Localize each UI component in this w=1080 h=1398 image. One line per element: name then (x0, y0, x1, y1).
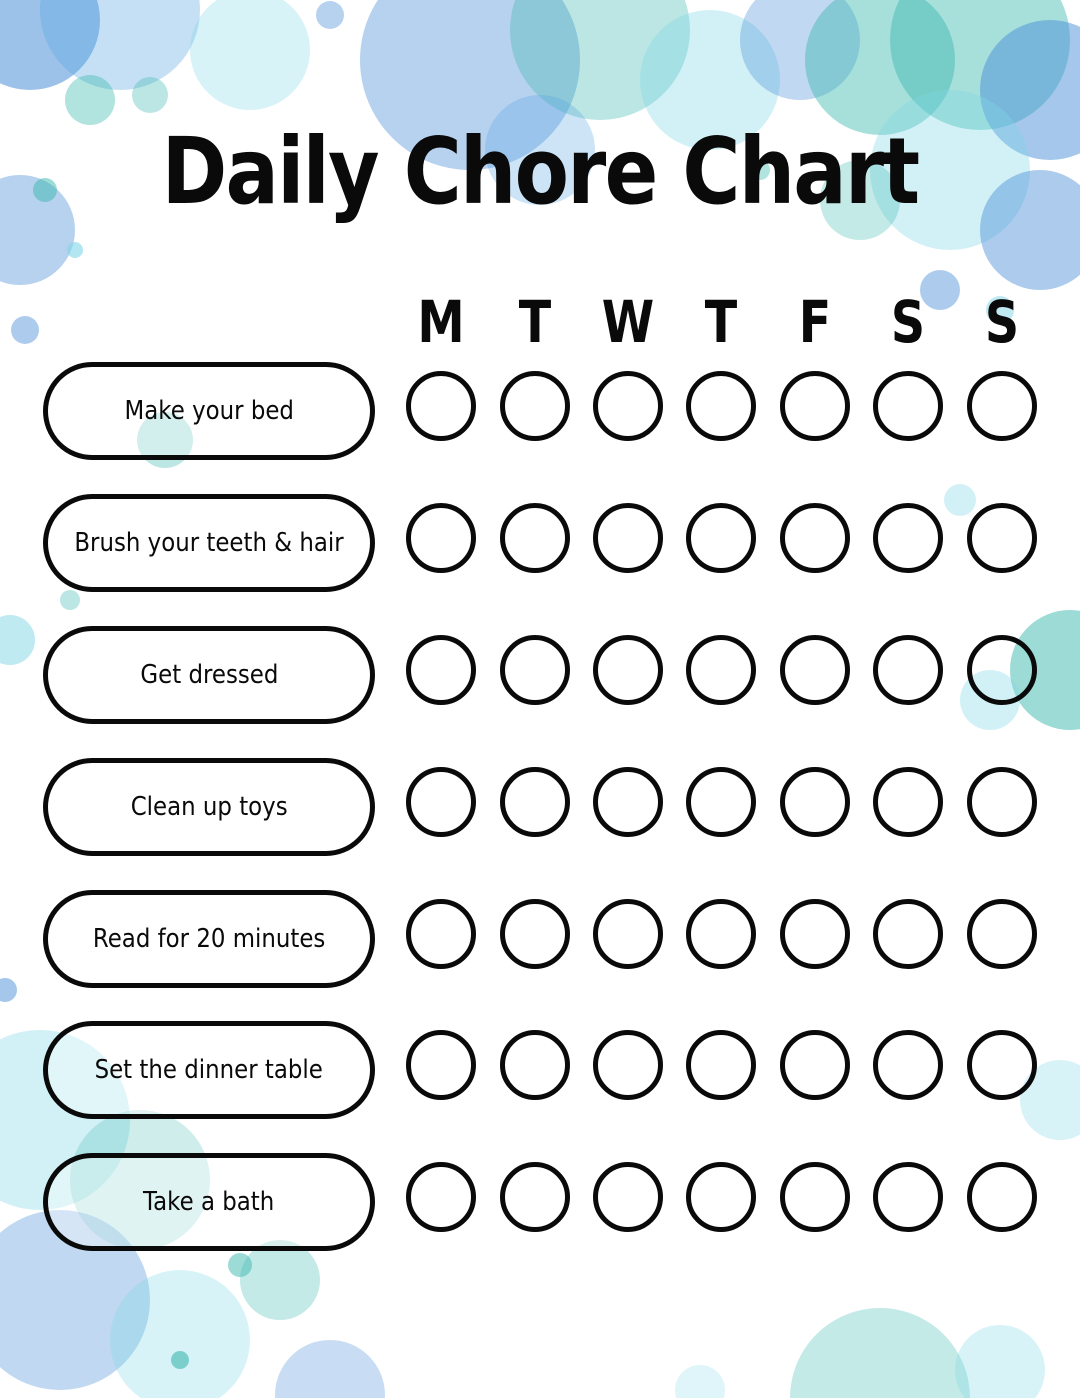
day-checkbox-3[interactable] (686, 635, 756, 705)
day-checkbox-5[interactable] (873, 635, 943, 705)
chore-row (0, 890, 1080, 986)
day-checkbox-6[interactable] (967, 503, 1037, 573)
chore-row (0, 1021, 1080, 1117)
chore-label: Set the dinner table (94, 1055, 324, 1085)
day-checkbox-0[interactable] (406, 767, 476, 837)
chore-label-pill (43, 758, 375, 856)
day-checkbox-1[interactable] (500, 371, 570, 441)
chore-label: Take a bath (143, 1187, 275, 1217)
day-checkbox-2[interactable] (593, 503, 663, 573)
day-checkbox-3[interactable] (686, 899, 756, 969)
day-checkbox-1[interactable] (500, 899, 570, 969)
chore-label: Clean up toys (130, 792, 288, 822)
day-checkbox-6[interactable] (967, 635, 1037, 705)
day-checkbox-4[interactable] (780, 1030, 850, 1100)
day-checkbox-2[interactable] (593, 371, 663, 441)
day-checkbox-4[interactable] (780, 899, 850, 969)
day-checkbox-1[interactable] (500, 767, 570, 837)
chore-row (0, 626, 1080, 722)
day-checkbox-6[interactable] (967, 899, 1037, 969)
day-checkbox-4[interactable] (780, 503, 850, 573)
chore-label: Brush your teeth & hair (74, 528, 344, 558)
day-checkbox-2[interactable] (593, 1162, 663, 1232)
chore-row (0, 494, 1080, 590)
day-checkbox-5[interactable] (873, 503, 943, 573)
day-checkbox-0[interactable] (406, 1162, 476, 1232)
day-checkbox-0[interactable] (406, 635, 476, 705)
chore-label-pill (43, 626, 375, 724)
day-checkbox-2[interactable] (593, 767, 663, 837)
day-checkbox-5[interactable] (873, 767, 943, 837)
day-checkbox-6[interactable] (967, 767, 1037, 837)
chore-row (0, 1153, 1080, 1249)
chore-label: Get dressed (140, 660, 278, 690)
chore-label-pill (43, 890, 375, 988)
day-checkbox-1[interactable] (500, 503, 570, 573)
day-header-2: W (601, 288, 655, 356)
day-checkbox-5[interactable] (873, 371, 943, 441)
day-checkbox-0[interactable] (406, 1030, 476, 1100)
chore-row (0, 362, 1080, 458)
day-checkbox-3[interactable] (686, 503, 756, 573)
day-checkbox-4[interactable] (780, 1162, 850, 1232)
day-header-5: S (890, 288, 926, 356)
day-header-6: S (984, 288, 1020, 356)
day-checkbox-5[interactable] (873, 1030, 943, 1100)
day-checkbox-3[interactable] (686, 371, 756, 441)
chore-label: Make your bed (124, 396, 294, 426)
day-checkbox-6[interactable] (967, 1030, 1037, 1100)
day-header-3: T (704, 288, 738, 356)
chore-label-pill (43, 362, 375, 460)
day-checkbox-6[interactable] (967, 1162, 1037, 1232)
day-header-0: M (417, 288, 465, 356)
day-checkbox-2[interactable] (593, 1030, 663, 1100)
page-title: Daily Chore Chart (161, 118, 919, 225)
day-checkbox-3[interactable] (686, 767, 756, 837)
day-checkbox-1[interactable] (500, 1162, 570, 1232)
day-checkbox-3[interactable] (686, 1162, 756, 1232)
day-checkbox-2[interactable] (593, 899, 663, 969)
day-checkbox-6[interactable] (967, 371, 1037, 441)
day-checkbox-5[interactable] (873, 899, 943, 969)
day-checkbox-1[interactable] (500, 1030, 570, 1100)
chore-label-pill (43, 1021, 375, 1119)
day-header-1: T (518, 288, 552, 356)
day-checkbox-4[interactable] (780, 635, 850, 705)
day-checkbox-0[interactable] (406, 899, 476, 969)
chore-label-pill (43, 494, 375, 592)
day-header-4: F (798, 288, 832, 356)
chore-label: Read for 20 minutes (92, 924, 326, 954)
day-checkbox-2[interactable] (593, 635, 663, 705)
day-checkbox-0[interactable] (406, 371, 476, 441)
day-checkbox-4[interactable] (780, 371, 850, 441)
day-checkbox-0[interactable] (406, 503, 476, 573)
day-checkbox-3[interactable] (686, 1030, 756, 1100)
chore-row (0, 758, 1080, 854)
day-checkbox-5[interactable] (873, 1162, 943, 1232)
day-checkbox-4[interactable] (780, 767, 850, 837)
day-checkbox-1[interactable] (500, 635, 570, 705)
chore-label-pill (43, 1153, 375, 1251)
